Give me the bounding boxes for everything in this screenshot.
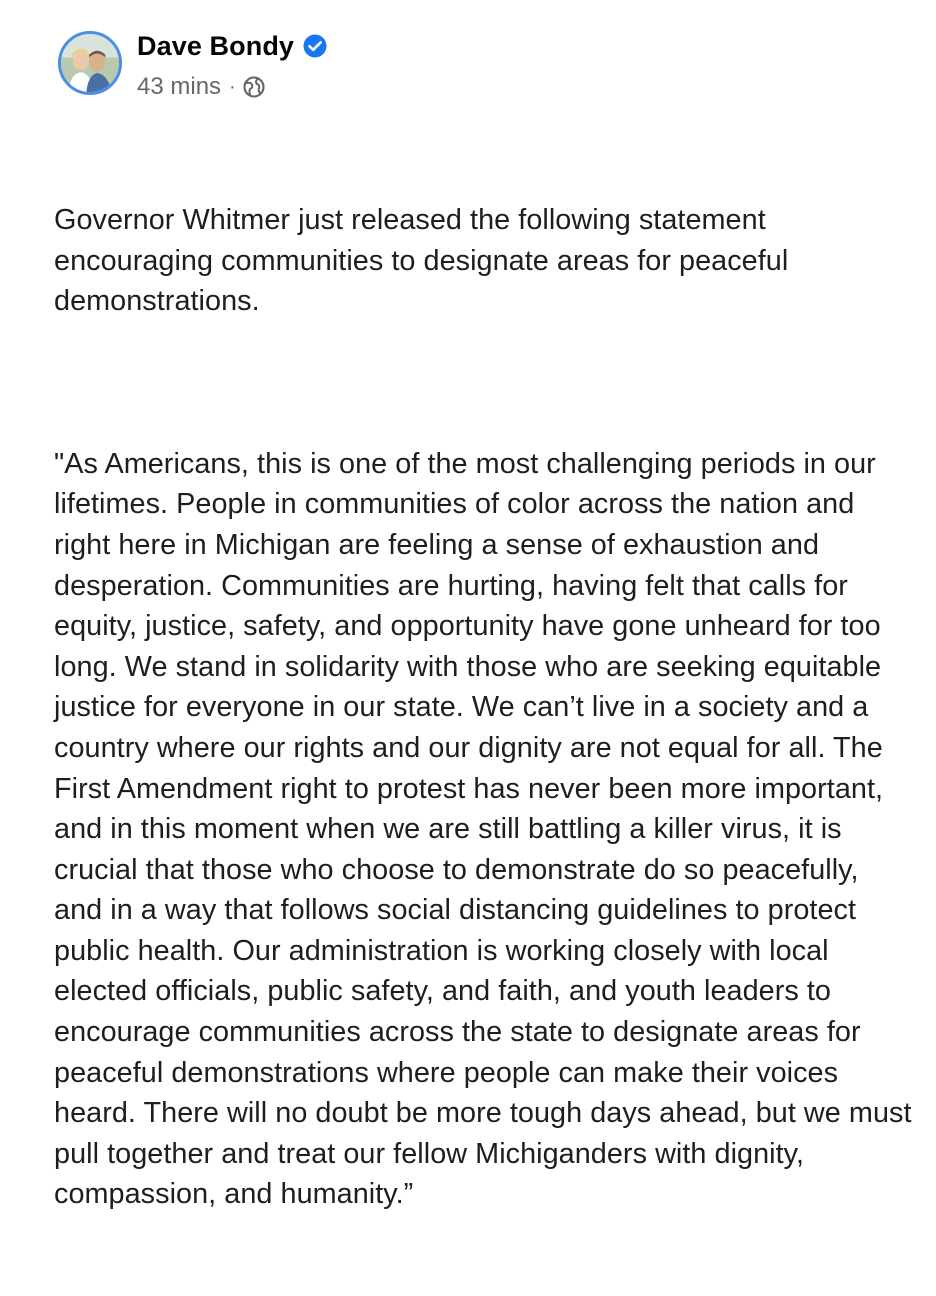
- post-meta: [137, 70, 265, 104]
- meta-separator: ·: [229, 76, 236, 98]
- post-paragraph-statement: "As Americans, this is one of the most challenging periods in our lifetimes. People in communities of color across the nation and right here in Michigan are feeling a sense of exhaustion and desperation. Communities are hurting, having felt that calls for equity, justice, safety, and opportunity have gone unheard for too long. We stand in solidarity with those who are seeking equitable justice for everyone in our state. We can’t live in a society and a country where our rights and our dignity are not equal for all. The First Amendment right to protest has never been more important, and in this moment when we are still battling a killer virus, it is crucial that those who choose to demonstrate do so peacefully, and in a way that follows social distancing guidelines to protect public health. Our administration is working closely with local elected officials, public safety, and faith, and youth leaders to encourage communities across the state to designate areas for peaceful demonstrations where people can make their voices heard. There will no doubt be more tough days ahead, but we must pull together and treat our fellow Michiganders with dignity, compassion, and humanity.”: [54, 447, 920, 1211]
- post-paragraph-intro: Governor Whitmer just released the following statement encouraging communities to designate areas for peaceful demonstrations.: [54, 204, 797, 318]
- verified-badge-icon: [303, 34, 327, 58]
- post-body: [54, 119, 920, 1296]
- post-timestamp[interactable]: 43 mins: [137, 73, 222, 100]
- author-line: [137, 26, 327, 66]
- profile-photo-icon: [61, 34, 119, 92]
- author-name[interactable]: Dave Bondy: [137, 30, 295, 61]
- author-avatar[interactable]: [58, 31, 122, 95]
- globe-icon[interactable]: [243, 76, 265, 98]
